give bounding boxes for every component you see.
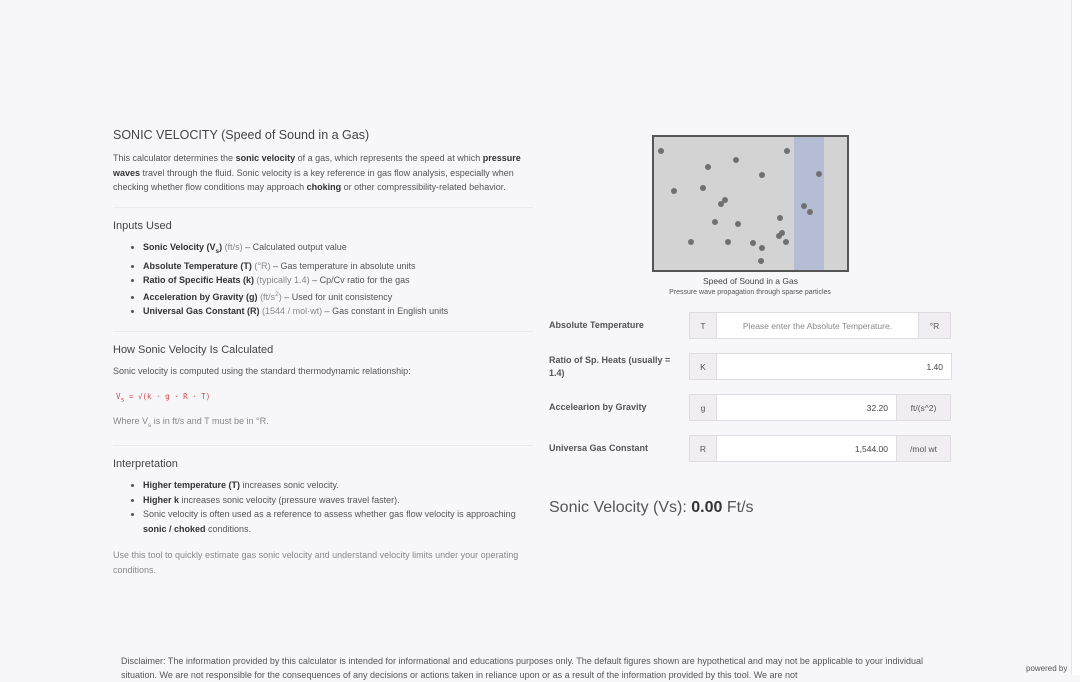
interpretation-heading: Interpretation — [113, 458, 178, 471]
particle — [758, 258, 764, 264]
gravity-input[interactable] — [716, 394, 897, 421]
divider — [113, 331, 533, 332]
pressure-wave-band — [794, 137, 824, 270]
disclaimer: Disclaimer: The information provided by this calculator is intended for informational and educations purposes only. The default figures shown are hypothetical and may not be applicable to your individual situation. We are not responsible for the consequences of any decisions or actions taken in reliance upon or as a result of the information provided by this tool. We are not — [121, 656, 923, 680]
divider — [113, 207, 533, 208]
list-item: • Acceleration by Gravity (g) $(ft/s^2)$ – Used for unit consistency — [143, 288, 533, 305]
particle — [725, 239, 731, 245]
result-value: 0.00 — [691, 499, 723, 516]
particle — [712, 219, 718, 225]
temperature-symbol: T — [689, 312, 717, 339]
list-item: • Ratio of Specific Heats (k) (typically 1.4) – Cp/Cv ratio for the gas — [143, 273, 533, 288]
particle — [700, 185, 706, 191]
powered-by[interactable]: powered by — [1026, 664, 1068, 673]
interpretation-list — [113, 478, 533, 536]
wave-simulation — [652, 135, 849, 272]
list-item: • Universal Gas Constant (R) (1544 / mol·wt) – Gas constant in English units — [143, 304, 533, 319]
ratio-symbol: K — [689, 353, 717, 380]
particle — [735, 221, 741, 227]
list-item: • Higher k increases sonic velocity (pressure waves travel faster). — [143, 493, 533, 508]
gravity-row — [549, 394, 952, 421]
particle — [776, 233, 782, 239]
ratio-label: Ratio of Sp. Heats (usually = 1.4) — [549, 354, 671, 378]
page-scrollbar[interactable] — [1071, 0, 1080, 675]
particle — [705, 164, 711, 170]
particle — [759, 172, 765, 178]
particle — [733, 157, 739, 163]
temperature-label: Absolute Temperature — [549, 320, 644, 330]
page-title: SONIC VELOCITY (Speed of Sound in a Gas) — [113, 128, 370, 142]
particle — [759, 245, 765, 251]
gas-constant-input[interactable] — [716, 435, 897, 462]
gravity-symbol: g — [689, 394, 717, 421]
simulation-subtitle: Pressure wave propagation through sparse particles — [669, 289, 831, 296]
particle — [777, 215, 783, 221]
list-item: • Sonic Velocity $(V_s)$ (ft/s) – Calculated output value — [143, 240, 533, 259]
gas-constant-unit: /mol wt — [896, 435, 951, 462]
list-item: • Sonic velocity is often used as a reference to assess whether gas flow velocity is approaching sonic / choked conditions. — [143, 507, 533, 536]
divider — [113, 445, 533, 446]
ratio-row — [549, 353, 952, 380]
formula-note: Where $V_s$ is in ft/s and T must be in °R. — [113, 415, 269, 429]
how-text: Sonic velocity is computed using the standard thermodynamic relationship: — [113, 365, 411, 376]
particle — [783, 239, 789, 245]
particle — [718, 201, 724, 207]
gas-constant-label: Universa Gas Constant — [549, 443, 649, 453]
intro-paragraph: This calculator determines the sonic velocity of a gas, which represents the speed at which pressure waves travel through the fluid. Sonic velocity is a key reference in gas flow analysis, especially when checking whether flow conditions may approach choking or other compressibility-related behavior. — [113, 153, 521, 192]
list-item: • Absolute Temperature (T) (°R) – Gas temperature in absolute units — [143, 259, 533, 274]
particle — [784, 148, 790, 154]
particle — [671, 188, 677, 194]
gravity-unit: ft/(s^2) — [896, 394, 951, 421]
temperature-row — [549, 312, 952, 339]
particle — [801, 203, 807, 209]
result-display: Sonic Velocity (Vs): 0.00 Ft/s — [549, 499, 754, 516]
temperature-unit: °R — [918, 312, 951, 339]
particle — [688, 239, 694, 245]
particle — [807, 209, 813, 215]
particle — [816, 171, 822, 177]
list-item: • Higher temperature (T) increases sonic velocity. — [143, 478, 533, 493]
inputs-list — [113, 240, 533, 319]
ratio-input[interactable] — [716, 353, 952, 380]
gravity-label: Accelearion by Gravity — [549, 402, 647, 412]
gas-constant-symbol: R — [689, 435, 717, 462]
gas-constant-row — [549, 435, 952, 462]
closing-text: Use this tool to quickly estimate gas sonic velocity and understand velocity limits under your operating conditions. — [113, 550, 519, 575]
simulation-title: Speed of Sound in a Gas — [703, 276, 798, 286]
temperature-input[interactable] — [716, 312, 919, 339]
description-panel — [113, 128, 533, 577]
how-heading: How Sonic Velocity Is Calculated — [113, 343, 274, 356]
particle — [750, 240, 756, 246]
inputs-heading: Inputs Used — [113, 219, 172, 232]
particle — [658, 148, 664, 154]
formula: Vs = √(k · g · R · T) — [116, 392, 211, 404]
